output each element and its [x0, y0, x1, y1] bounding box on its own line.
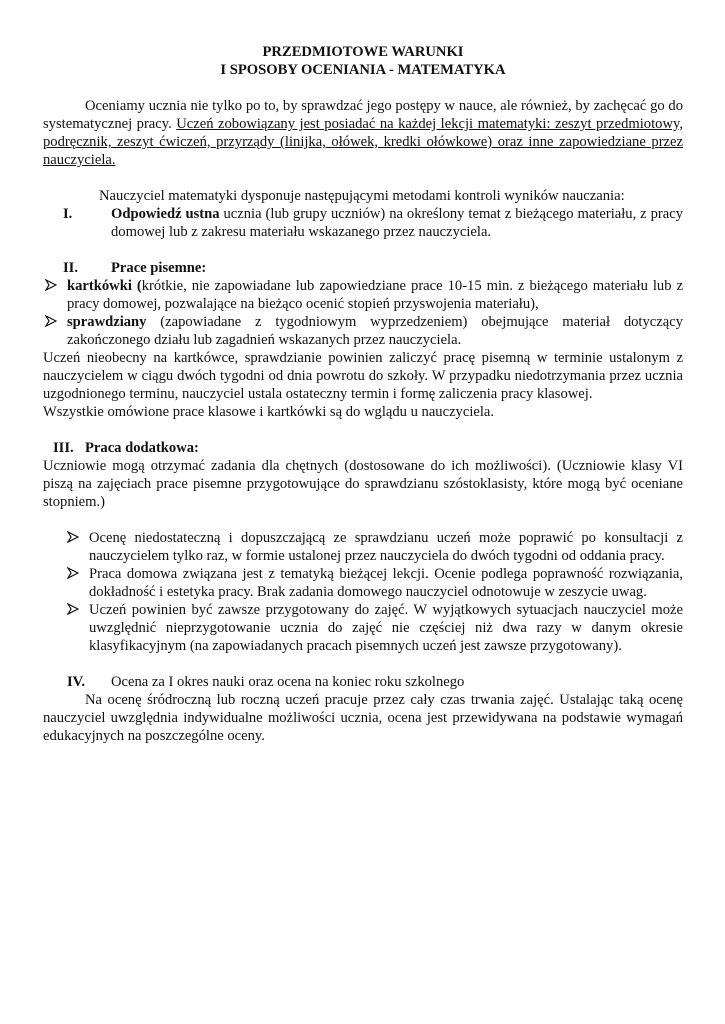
arrow-bullet-icon [65, 529, 89, 565]
rule-text: Uczeń powinien być zawsze przygotowany do zajęć. W wyjątkowych sytuacjach nauczyciel może uwzględnić nieprzygotowanie ucznia do zajęć nie częściej niż dwa razy w danym okresie klasyfikacyjnym (na zapowiadanych pracach pisemnych uczeń jest zawsze przygotowany). [89, 602, 683, 654]
bullet-heading: kartkówki ( [67, 278, 142, 294]
section-2 [43, 259, 683, 277]
section-1-text: ucznia (lub grupy uczniów) na określony temat z bieżącego materiału, z pracy domowej lub z zakresu materiału wskazanego przez nauczyciela. [111, 206, 683, 240]
access-paragraph: Wszystkie omówione prace klasowe i kartkówki są do wglądu u nauczyciela. [43, 404, 495, 420]
list-item [43, 601, 683, 655]
section-3-number: III. [53, 440, 74, 456]
section-3-heading: Praca dodatkowa: [85, 440, 199, 456]
methods-intro: Nauczyciel matematyki dysponuje następującymi metodami kontroli wyników nauczania: [99, 188, 625, 204]
list-item [43, 529, 683, 565]
section-4 [43, 673, 683, 691]
arrow-bullet-icon [43, 313, 67, 349]
list-item [43, 277, 683, 313]
list-item [43, 565, 683, 601]
arrow-bullet-icon [65, 565, 89, 601]
section-4-number: IV. [67, 674, 85, 690]
rules-list [43, 529, 683, 655]
section-1 [43, 205, 683, 241]
document-content [43, 43, 683, 745]
bullet-text [67, 277, 683, 313]
page-title [43, 43, 683, 79]
section-2-heading: Prace pisemne: [111, 260, 207, 276]
section-1-number: I. [63, 206, 73, 222]
rule-text: Praca domowa związana jest z tematyką bieżącej lekcji. Ocenie podlega poprawność rozwiązania, dokładność i estetyka pracy. Brak zadania domowego nauczyciel odnotowuje w zeszycie uwag. [89, 566, 683, 600]
bullet-desc: (zapowiadane z tygodniowym wyprzedzeniem) obejmujące materiał dotyczący zakończonego działu lub zagadnień wskazanych przez nauczyciela. [67, 314, 683, 348]
section-4-paragraph: Na ocenę śródroczną lub roczną uczeń pracuje przez cały czas trwania zajęć. Ustalając taką ocenę nauczyciel uwzględnia indywidualne możliwości ucznia, ocena jest przewidywana na podstawie wymagań edukacyjnych na poszczególne oceny. [43, 692, 683, 744]
rule-text: Ocenę niedostateczną i dopuszczającą ze sprawdzianu uczeń może poprawić po konsultacji z nauczycielem tylko raz, w formie ustalonej przez nauczyciela do dwóch tygodni od oddania pracy. [89, 530, 683, 564]
title-line-2: I SPOSOBY OCENIANIA - MATEMATYKA [220, 62, 506, 78]
section-4-heading: Ocena za I okres nauki oraz ocena na koniec roku szkolnego [111, 674, 465, 690]
intro-text: Oceniamy ucznia nie tylko po to, by sprawdzać jego postępy w nauce, ale również, by zachęcać go do systematycznej pracy. [43, 98, 683, 132]
title-line-1: PRZEDMIOTOWE WARUNKI [262, 44, 464, 60]
section-3 [43, 439, 683, 457]
section-1-body [111, 205, 683, 241]
list-item [43, 313, 683, 349]
absence-paragraph: Uczeń nieobecny na kartkówce, sprawdzianie powinien zaliczyć pracę pisemną w terminie ustalonym z nauczycielem w ciągu dwóch tygodni od dnia powrotu do szkoły. W przypadku niedotrzymania przez ucznia uzgodnionego terminu, nauczyciel ustala ostateczny termin i formę zaliczenia pracy klasowej. [43, 350, 683, 402]
arrow-bullet-icon [43, 277, 67, 313]
section-1-heading: Odpowiedź ustna [111, 206, 220, 222]
bullet-desc: krótkie, nie zapowiadane lub zapowiedziane prace 10-15 min. z bieżącego materiału lub z pracy domowej, pozwalające na bieżąco ocenić stopień przyswojenia materiału), [67, 278, 683, 312]
section-3-paragraph: Uczniowie mogą otrzymać zadania dla chętnych (dostosowane do ich możliwości). (Uczniowie klasy VI piszą na zajęciach prace pisemne przygotowujące do sprawdzianu szóstoklasisty, które mogą być oceniane stopniem.) [43, 458, 683, 510]
section-2-number: II. [63, 260, 79, 276]
bullet-text [67, 313, 683, 349]
intro-requirements: Uczeń zobowiązany jest posiadać na każdej lekcji matematyki: zeszyt przedmiotowy, podręcznik, zeszyt ćwiczeń, przyrządy (linijka, ołówek, kredki ołówkowe) oraz inne zapowiedziane przez nauczyciela. [43, 116, 683, 168]
bullet-heading: sprawdziany [67, 314, 147, 330]
intro-paragraph [43, 97, 683, 169]
arrow-bullet-icon [65, 601, 89, 655]
